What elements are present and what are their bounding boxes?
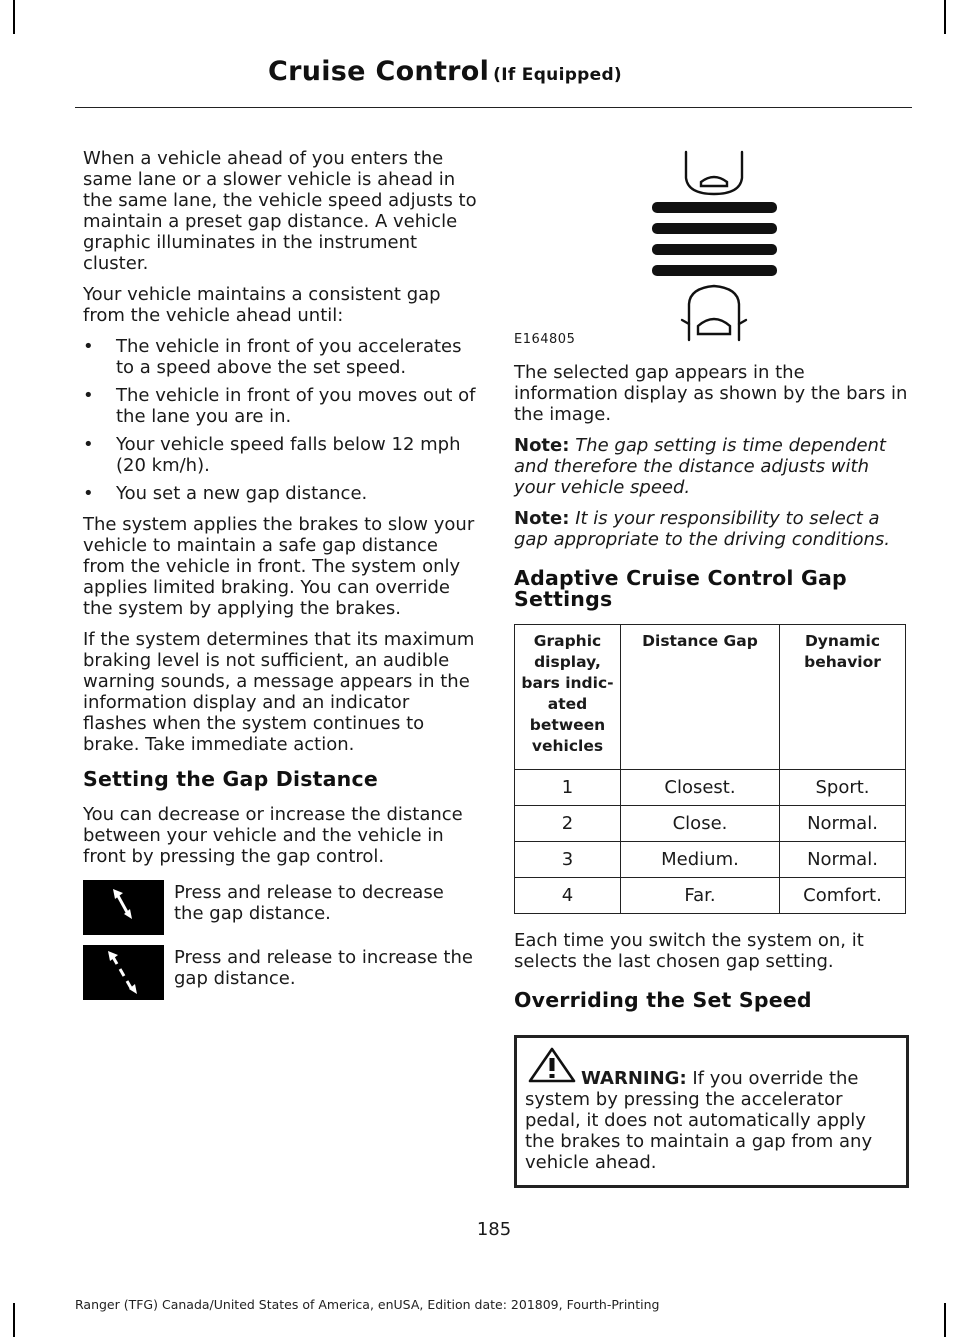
note-text: It is your responsibility to select a gap appropriate to the driving conditions. — [514, 508, 891, 550]
gap-display-figure — [514, 148, 909, 356]
table-row — [515, 806, 906, 842]
warning-label: WARNING: — [581, 1068, 687, 1089]
table-cell: Close. — [621, 806, 780, 842]
crop-mark — [944, 1303, 946, 1337]
table-cell: 3 — [515, 842, 621, 878]
list-item: • You set a new gap distance. — [83, 483, 478, 504]
table-cell: Far. — [621, 878, 780, 914]
paragraph: You can decrease or increase the distance between your vehicle and the vehicle in front by pressing the gap control. — [83, 804, 463, 867]
gap-decrease-icon — [83, 880, 164, 935]
paragraph: If the system determines that its maximum braking level is not sufficient, an audible warning sounds, a message appears in the information display and an indicator flashes when the system continues to brake. Take immediate action. — [83, 629, 475, 755]
paragraph: When a vehicle ahead of you enters the same lane or a slower vehicle is ahead in the same lane, the vehicle speed adjusts to maintain a preset gap distance. A vehicle graphic illuminates in the instrument cluster. — [83, 148, 477, 274]
gap-settings-table — [514, 624, 906, 914]
table-header-row — [515, 625, 906, 770]
footer-edition: Ranger (TFG) Canada/United States of America, enUSA, Edition date: 201809, Fourth-Printing — [75, 1297, 660, 1312]
table-header-cell: Graphic display, bars indic-ated between vehicles — [515, 625, 621, 770]
warning-text — [525, 1068, 898, 1173]
note-text: The gap setting is time dependent and therefore the distance adjusts with your vehicle speed. — [514, 435, 886, 498]
control-row-increase — [83, 945, 478, 1005]
warning-box — [514, 1035, 909, 1188]
table-cell: 2 — [515, 806, 621, 842]
page-number: 185 — [476, 1219, 512, 1240]
warning-triangle-icon — [527, 1046, 577, 1084]
note — [514, 435, 909, 498]
table-cell: Comfort. — [780, 878, 906, 914]
list-item: • The vehicle in front of you moves out of the lane you are in. — [83, 385, 478, 427]
page-title — [268, 56, 622, 87]
paragraph: The selected gap appears in the information display as shown by the bars in the image. — [514, 362, 908, 425]
left-column — [83, 148, 478, 1005]
page-header — [75, 52, 912, 108]
list-item: • The vehicle in front of you accelerates to a speed above the set speed. — [83, 336, 478, 378]
table-row — [515, 878, 906, 914]
title-subtitle: (If Equipped) — [493, 65, 622, 85]
note-label: Note: — [514, 508, 570, 529]
title-text: Cruise Control — [267, 56, 490, 87]
table-row — [515, 842, 906, 878]
table-cell: Medium. — [621, 842, 780, 878]
table-cell: Normal. — [780, 842, 906, 878]
section-heading: Adaptive Cruise Control Gap Settings — [514, 566, 847, 611]
paragraph: The system applies the brakes to slow your vehicle to maintain a safe gap distance from the vehicle in front. The system only applies limited braking. You can override the system by applying the brakes. — [83, 514, 475, 619]
bullet-list — [83, 336, 478, 504]
table-cell: Closest. — [621, 770, 780, 806]
table-cell: 1 — [515, 770, 621, 806]
figure-code: E164805 — [514, 332, 576, 347]
control-description: Press and release to increase the gap distance. — [174, 947, 473, 989]
paragraph: Your vehicle maintains a consistent gap from the vehicle ahead until: — [83, 284, 441, 326]
table-cell: Normal. — [780, 806, 906, 842]
control-description: Press and release to decrease the gap distance. — [174, 882, 444, 924]
crop-mark — [13, 1303, 15, 1337]
paragraph: Each time you switch the system on, it selects the last chosen gap setting. — [514, 930, 864, 972]
table-cell: Sport. — [780, 770, 906, 806]
note-label: Note: — [514, 435, 570, 456]
list-item: • Your vehicle speed falls below 12 mph (20 km/h). — [83, 434, 478, 476]
gap-bars-illustration — [514, 148, 909, 348]
section-heading: Setting the Gap Distance — [83, 767, 378, 791]
gap-increase-icon — [83, 945, 164, 1000]
warning-body: If you override the system by pressing the accelerator pedal, it does not automatically apply the brakes to maintain a gap from any vehicle ahead. — [525, 1068, 873, 1173]
table-cell: 4 — [515, 878, 621, 914]
control-row-decrease — [83, 880, 478, 945]
right-column — [514, 148, 909, 1188]
note — [514, 508, 909, 550]
table-row — [515, 770, 906, 806]
table-header-cell: Distance Gap — [621, 625, 780, 770]
crop-mark — [13, 0, 15, 34]
crop-mark — [944, 0, 946, 34]
table-header-cell: Dynamic behavior — [780, 625, 906, 770]
section-heading: Overriding the Set Speed — [514, 988, 812, 1012]
